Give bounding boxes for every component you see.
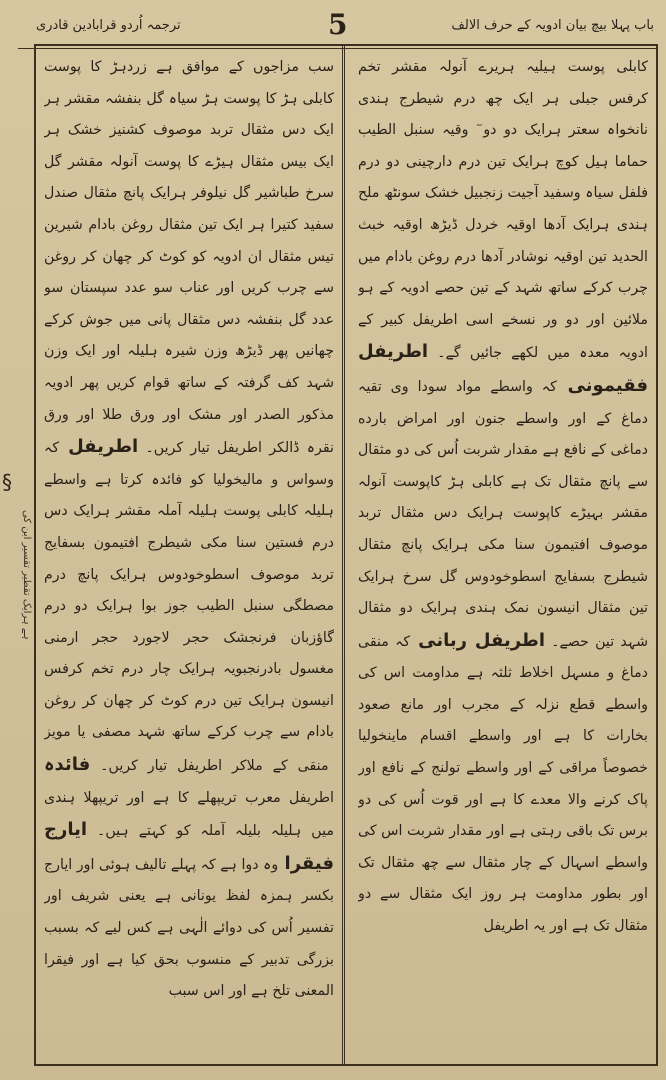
margin-mark-icon: § bbox=[2, 470, 12, 494]
column-divider bbox=[342, 46, 347, 1064]
right-column bbox=[358, 52, 648, 1058]
paragraph: وہ دوا ہے کہ پہلے تالیف ہوئی اور ایارج بکسر ہمزہ لفظ یونانی ہے یعنی شریف اور تفسیر اُس کی دوائے الٰہی ہے کس لیے کہ بسبب بزرگی تدبیر کے منسوب بحق کیا ہے اور فیقرا المعنی تلخ ہے اور اس سبب bbox=[44, 856, 334, 1000]
section-heading: فائدہ bbox=[44, 754, 91, 776]
margin-note: ہے ہرایک تقطیر تقسیر ابن کی bbox=[21, 510, 32, 640]
paragraph: کہ منقی دماغ و مسہل اخلاط ثلثہ ہے مداومت اس کی واسطے قطع نزلہ کے مجرب اور مانع صعود بخارات کا ہے اور واسطے اقسام ماینخولیا خصوصاً مراقی کے اور واسطے تولنج کے نافع اور پاک کرنے والا معدے کا ہے اور قوت اُس کی دو برس تک باقی رہتی ہے اور مقدار شربت اس کی واسطے اسہال کے چار مثقال سے چھ مثقال تک اور بطور مداومت ہر روز ایک مثقال سے دو مثقال تک ہے اور یہ اطریفل bbox=[358, 633, 648, 935]
page-header bbox=[18, 8, 658, 49]
header-book-title: ترجمہ اُردو قرابادین قادری bbox=[36, 18, 181, 33]
section-heading: اطریفل فقیمونی bbox=[358, 341, 648, 396]
paragraph: کابلی پوست ہیلیہ ہریرے آنولہ مقشر تخم کرفس جبلی ہر ایک چھ درم شیطرج ہندی نانخواہ سعتر ہرایک دو دو ٓ وقیہ سنبل الطیب حماما ہیل کوچ ہرایک تین درم دارچینی دو درم فلفل سیاہ وسفید آجیت زنجبیل خشک سونٹھ ملح ہندی ہرایک آدھا اوقیہ خردل ڈیڑھ اوقیہ خبث الحدید تین اوقیہ نوشادر آدھا درم روغن بادام میں چرب کرکے ساتھ شہد کے تین حصے ادویہ کے ہو ملائین اور دو ور نسخے اسی اطریفل کبیر کے ادویہ معدہ میں لکھے جائیں گے۔ bbox=[358, 59, 648, 362]
page-number: 5 bbox=[328, 8, 348, 41]
left-column bbox=[44, 52, 334, 1058]
header-chapter-title: باب پہلا بیچ بیان ادویہ کے حرف الالف bbox=[451, 18, 654, 33]
paragraph: سب مزاجوں کے موافق ہے زردہڑ کا پوست کابلی ہڑ کا پوست ہڑ سیاہ گل بنفشہ مقشر ہر ایک دس مثقال تربد موصوف کشنیز خشک ہر ایک بیس مثقال ہیڑے کا پوست آنولہ مقشر گل سرخ طباشیر گل نیلوفر ہرایک پانچ مثقال صندل سفید کتیرا ہر ایک تین مثقال روغن بادام شیرین تیس مثقال ان ادویہ کو کوٹ کر چھان کر روغن سے چرب کریں اور عناب سو عدد سپستان سو عدد گل بنفشہ دس مثقال پانی میں جوش کرکے چھانیں پھر ڈیڑھ وزن شیرہ ہلیلہ اور ایک وزن شہد کف گرفتہ کے ساتھ قوام کریں پھر ادویہ مذکور الصدر اور مشک اور ورق طلا اور ورق نقرہ ڈالکر اطریفل تیار کریں۔ bbox=[44, 59, 334, 457]
section-heading: ایارج فیقرا bbox=[44, 819, 334, 874]
paragraph: کہ وسواس و مالیخولیا کو فائدہ کرتا ہے واسطے ہلیلہ کابلی پوست ہلیلہ آملہ مقشر ہرایک دس درم فستین سنا مکی شیطرج افتیمون بسفایج تربد موصوف اسطوخودوس ہرایک پانچ درم مصطگی سنبل الطیب جوز بوا ہرایک دو درم گاؤزبان فرنجشک حجر لاجورد حجر ارمنی مغسول بادرنجبویہ ہرایک چار درم تخم کرفس انیسون ہرایک تین درم کوٹ کر چھان کر روغن بادام سے چرب کرکے ساتھ شہد مصفی یا مویز منقی کے ملاکر اطریفل تیار کریں۔ bbox=[44, 440, 334, 775]
text-frame bbox=[34, 44, 658, 1066]
section-heading: اطریفل ربانی bbox=[410, 629, 546, 651]
paragraph: اطریفل معرب تریپھلے کا ہے اور تریپھلا ہندی میں ہلیلہ بلیلہ آملہ کو کہتے ہیں۔ bbox=[44, 789, 334, 840]
section-heading: اطریفل bbox=[59, 436, 139, 458]
paragraph: کہ واسطے مواد سودا وی تقیہ دماغ کے اور واسطے جنون اور امراض بارده دماغی کے نافع ہے مقدار شربت اُس کی دو مثقال سے پانچ مثقال تک ہے کابلی ہڑ کاپوست آنولہ مقشر بہیڑے کاپوست ہرایک دس مثقال تربد موصوف افتیمون سنا مکی ہرایک پانچ مثقال شیطرج بسفایج اسطوخودوس گل سرخ ہرایک تین مثقال انیسون نمک ہندی ہرایک دو مثقال شہد تین حصے۔ bbox=[358, 378, 648, 650]
